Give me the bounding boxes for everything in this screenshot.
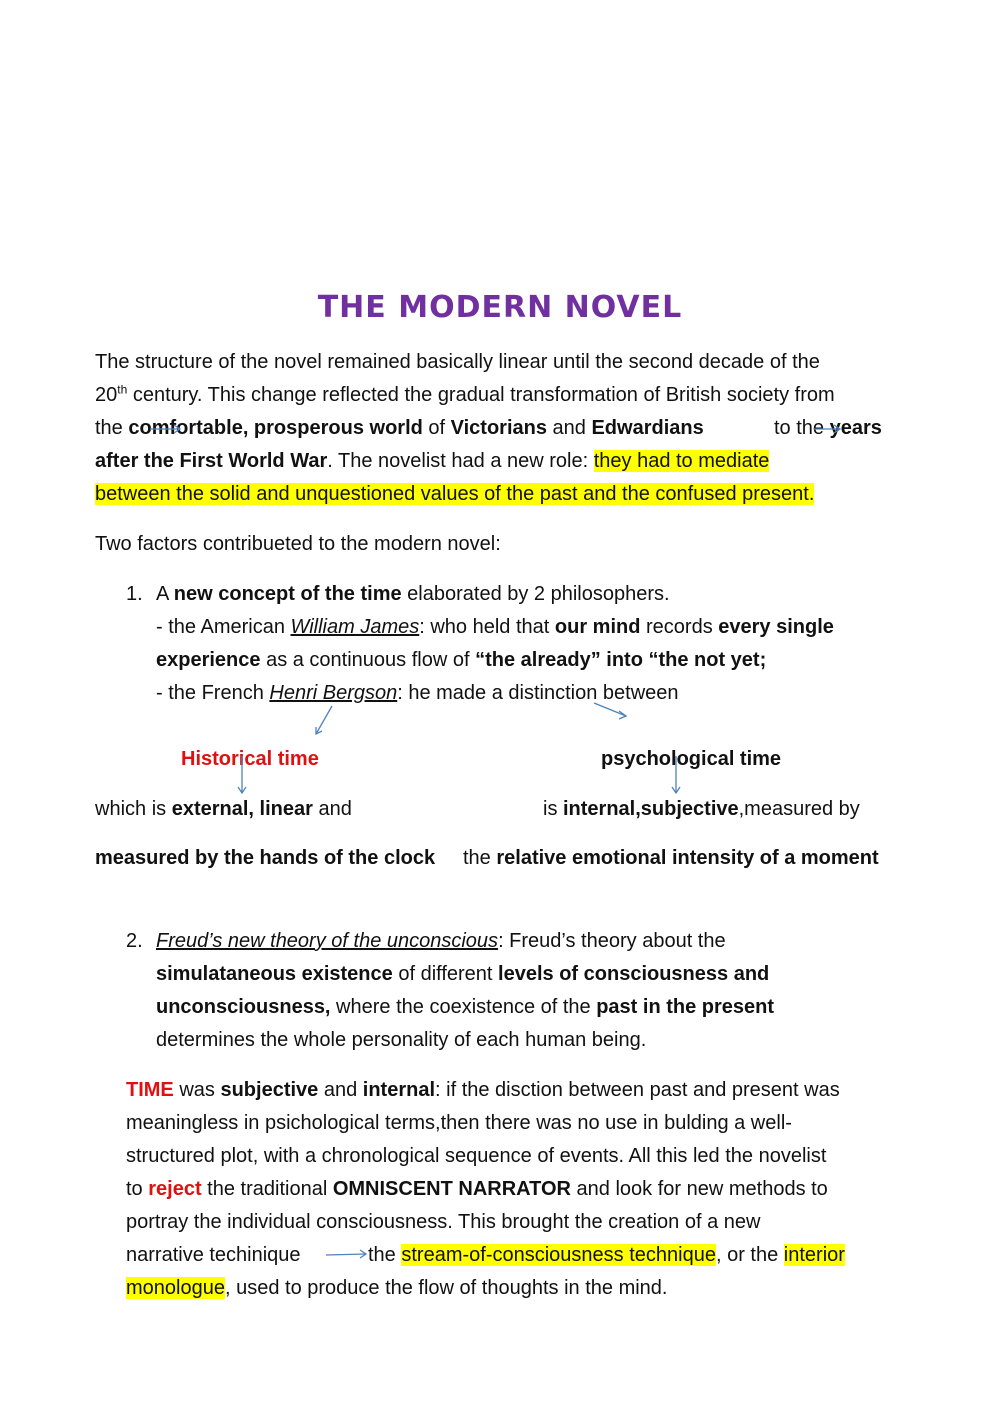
philosopher-name: Henri Bergson: [269, 682, 398, 704]
item-text: A: [156, 583, 174, 605]
bold-phrase: internal: [362, 1079, 436, 1101]
para-text: narrative techinique: [126, 1244, 301, 1266]
item2-line-4: determines the whole personality of each human being.: [156, 1029, 647, 1051]
bold-phrase: every single: [718, 616, 834, 638]
item-text: : Freud’s theory about the: [498, 930, 726, 952]
time-keyword: TIME: [126, 1079, 174, 1101]
bold-phrase: external, linear: [171, 798, 313, 820]
intro-line-1: [95, 346, 820, 379]
bold-phrase: levels of consciousness and: [498, 963, 770, 985]
bold-phrase: our mind: [554, 616, 641, 638]
psychological-desc-2: [463, 842, 879, 875]
historical-time-label: Historical time: [181, 748, 319, 770]
arrow-right-icon: [326, 1250, 366, 1258]
item-text: : he made a distinction between: [397, 682, 679, 704]
intro-line-2: [95, 379, 835, 412]
bold-phrase: past in the present: [596, 996, 775, 1018]
bold-phrase: years: [829, 417, 882, 439]
item-text: as a continuous flow of: [260, 649, 476, 671]
bold-phrase: new concept of the time: [173, 583, 402, 605]
desc-text: which is: [95, 798, 172, 820]
para-text: , used to produce the flow of thoughts in the mind.: [224, 1277, 668, 1299]
intro-line-3: [95, 412, 704, 445]
para-text: and look for new methods to: [570, 1178, 828, 1200]
intro-line-5: [95, 478, 814, 511]
list-number: 2.: [126, 930, 143, 952]
item2-line-1: [156, 925, 726, 958]
item1-line-2: [156, 611, 834, 644]
item1-line-4: [156, 677, 679, 710]
psychological-desc-1: [543, 793, 860, 826]
highlighted-phrase: they had to mediate: [593, 450, 770, 472]
intro-text: . The novelist had a new role:: [327, 450, 594, 472]
list-number: 1.: [126, 583, 143, 605]
para-text: the traditional: [201, 1178, 333, 1200]
time-line-5: portray the individual consciousness. This brought the creation of a new: [126, 1211, 761, 1233]
bold-phrase: “the already” into “the not yet;: [475, 649, 767, 671]
item-text: - the French: [156, 682, 270, 704]
historical-desc-2: measured by the hands of the clock: [95, 847, 436, 869]
highlighted-phrase: monologue: [126, 1277, 225, 1299]
desc-text: is: [543, 798, 563, 820]
desc-text: and: [312, 798, 352, 820]
item1-line-1: [156, 578, 670, 611]
time-line-7: [126, 1272, 667, 1305]
item-text: where the coexistence of the: [330, 996, 597, 1018]
item-text: of different: [392, 963, 499, 985]
intro-text: and: [546, 417, 592, 439]
arrow-diagonal-icon: [316, 706, 332, 734]
historical-desc-1: [95, 793, 352, 826]
intro-text: the: [95, 417, 129, 439]
item-text: records: [640, 616, 719, 638]
intro-line-3-right: [774, 412, 882, 445]
item2-line-3: [156, 991, 774, 1024]
factors-intro: Two factors contribueted to the modern novel:: [95, 533, 501, 555]
time-line-4: [126, 1173, 828, 1206]
item-text: : who held that: [419, 616, 555, 638]
para-text: was: [173, 1079, 221, 1101]
item1-line-3: [156, 644, 766, 677]
highlighted-phrase: between the solid and unquestioned values of the past and the confused present.: [95, 483, 815, 505]
time-line-3: structured plot, with a chronological sequence of events. All this led the novelist: [126, 1145, 827, 1167]
para-text: to: [126, 1178, 149, 1200]
para-text: the: [368, 1244, 402, 1266]
intro-text: 20: [95, 384, 118, 406]
bold-phrase: experience: [156, 649, 261, 671]
bold-phrase: comfortable, prosperous world: [128, 417, 423, 439]
time-line-1: [126, 1074, 840, 1107]
para-text: : if the disction between past and present was: [435, 1079, 840, 1101]
time-line-2: meaningless in psichological terms,then there was no use in bulding a well-: [126, 1112, 792, 1134]
bold-phrase: relative emotional intensity of a moment: [496, 847, 879, 869]
psychological-time-label: psychological time: [601, 748, 782, 770]
bold-phrase: unconsciousness,: [156, 996, 331, 1018]
bold-phrase: after the First World War: [95, 450, 328, 472]
intro-text: to the: [774, 417, 830, 439]
theory-name: Freud’s new theory of the unconscious: [156, 930, 499, 952]
bold-phrase: OMNISCENT NARRATOR: [332, 1178, 571, 1200]
superscript: th: [117, 382, 128, 397]
desc-text: the: [463, 847, 497, 869]
para-text: , or the: [715, 1244, 784, 1266]
time-line-6-right: [368, 1239, 845, 1272]
bold-phrase: Edwardians: [591, 417, 704, 439]
highlighted-phrase: interior: [783, 1244, 845, 1266]
desc-text: ,measured by: [738, 798, 860, 820]
time-line-6: [126, 1239, 301, 1272]
item2-line-2: [156, 958, 769, 991]
intro-line-4: [95, 445, 769, 478]
bold-phrase: simulataneous existence: [156, 963, 393, 985]
philosopher-name: William James: [290, 616, 420, 638]
intro-text: century. This change reflected the gradual transformation of British society from: [127, 384, 835, 406]
bold-phrase: internal,subjective: [563, 798, 739, 820]
bold-phrase: Victorians: [450, 417, 547, 439]
para-text: and: [318, 1079, 363, 1101]
bold-phrase: subjective: [220, 1079, 319, 1101]
highlighted-phrase: stream-of-consciousness technique: [401, 1244, 716, 1266]
page-title: THE MODERN NOVEL: [317, 290, 683, 325]
intro-text: The structure of the novel remained basically linear until the second decade of the: [95, 351, 820, 373]
item-text: - the American: [156, 616, 291, 638]
reject-keyword: reject: [148, 1178, 202, 1200]
intro-text: of: [422, 417, 451, 439]
item-text: elaborated by 2 philosophers.: [401, 583, 670, 605]
